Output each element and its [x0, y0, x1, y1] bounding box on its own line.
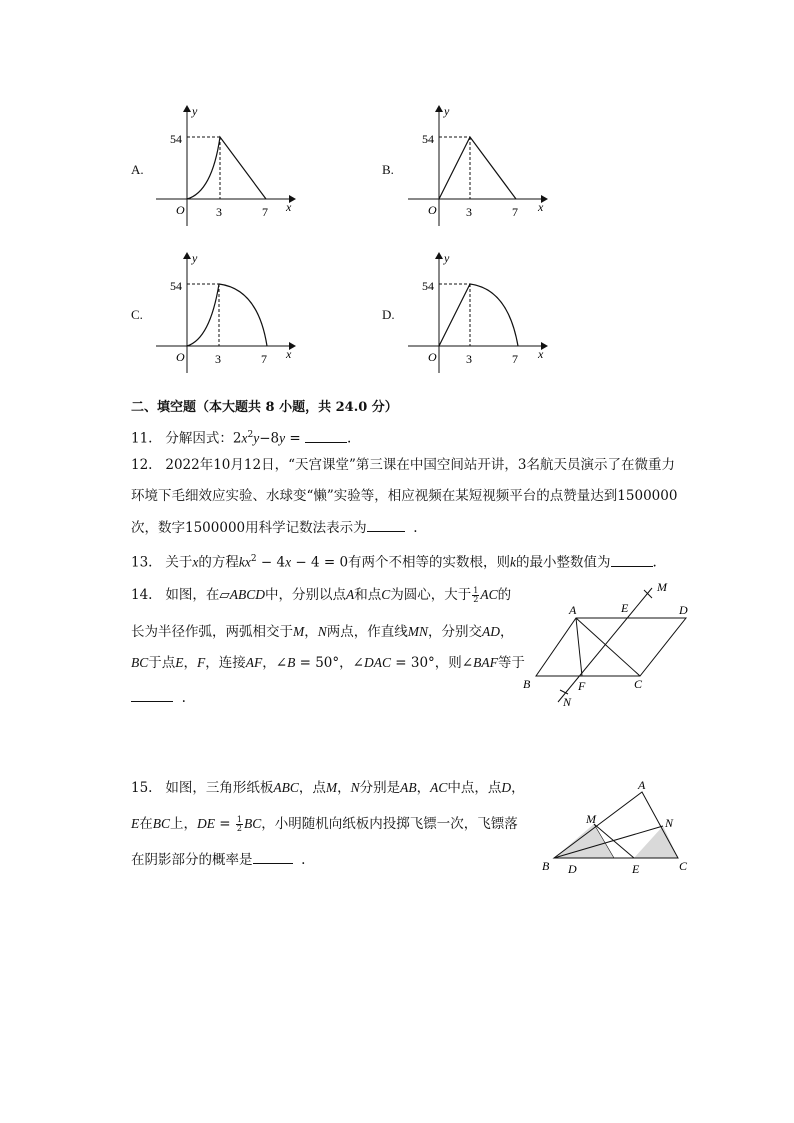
- var-y: y: [253, 430, 260, 446]
- y-tick-54: 54: [170, 132, 182, 146]
- section-title: 二、填空题（本大题共 8 小题，共 24.0 分）: [131, 400, 398, 415]
- question-15-line-1: [131, 778, 525, 798]
- option-a-graph: [150, 100, 300, 230]
- answer-blank[interactable]: [253, 851, 293, 864]
- q-text: =: [215, 816, 235, 832]
- x-axis-label: x: [286, 200, 292, 214]
- q-text: 为圆心，大于: [390, 587, 472, 603]
- q-end: .: [652, 554, 657, 571]
- q-text: 于点: [148, 655, 176, 671]
- q-text: 的最小整数值为: [516, 554, 611, 571]
- q-text: 分解因式：2: [165, 430, 242, 447]
- q-text: = 30°，则∠: [390, 655, 474, 671]
- question-12-line-1: [131, 455, 675, 475]
- question-12-line-3: [131, 518, 418, 538]
- question-11: [131, 425, 351, 449]
- question-12-line-2: 环境下毛细效应实验、水球变“懒”实验等，相应视频在某短视频平台的点赞量达到1500000: [131, 488, 678, 504]
- q-text: 如图，三角形纸板: [165, 780, 274, 796]
- q-text: ，连接: [205, 655, 246, 671]
- var-x: x: [241, 430, 248, 446]
- q-number: 14.: [131, 587, 153, 603]
- option-d-label: D.: [382, 307, 395, 322]
- y-tick-54: 54: [422, 132, 434, 146]
- curve: [187, 137, 266, 199]
- answer-blank[interactable]: [367, 519, 405, 532]
- q-end: .: [301, 852, 306, 868]
- q-text: 的方程: [198, 554, 239, 571]
- label-b: B: [523, 677, 531, 691]
- label-a: A: [638, 778, 646, 792]
- x-tick-3: 3: [466, 205, 472, 219]
- label-c: C: [634, 677, 643, 691]
- var-ad: AD: [482, 624, 501, 639]
- var-y: y: [279, 430, 286, 446]
- q-text: = 50°，∠: [295, 655, 364, 671]
- origin-label: O: [428, 203, 437, 217]
- q-text: 在: [139, 816, 153, 832]
- var-baf: BAF: [473, 655, 498, 670]
- q-text: ，点: [298, 780, 326, 796]
- var-kx: kx: [238, 554, 251, 570]
- q-end: .: [347, 430, 352, 447]
- label-c: C: [679, 859, 688, 873]
- fraction-half: [472, 587, 479, 604]
- question-15-line-2: [131, 814, 518, 834]
- var-x: x: [285, 554, 292, 570]
- label-n: N: [563, 695, 572, 709]
- var-bc: BC: [244, 816, 262, 831]
- x-tick-7: 7: [512, 352, 518, 366]
- var-x: x: [192, 554, 199, 570]
- q-text: ，: [511, 780, 525, 796]
- option-b-label: B.: [382, 162, 394, 177]
- q-text: ，∠: [262, 655, 288, 671]
- y-axis-label: y: [192, 251, 198, 265]
- q-text: 关于: [165, 554, 193, 571]
- label-a: A: [569, 603, 577, 617]
- q-text: ，: [183, 655, 198, 671]
- label-e: E: [632, 862, 640, 876]
- label-d: D: [679, 603, 688, 617]
- q-text: ，: [416, 780, 431, 796]
- answer-blank[interactable]: [131, 689, 173, 702]
- q-text: ，: [500, 624, 514, 640]
- question-13: [131, 549, 657, 573]
- var-f: F: [197, 655, 206, 670]
- label-m: M: [657, 580, 667, 594]
- label-m: M: [586, 812, 596, 826]
- q-text: 等于: [497, 655, 525, 671]
- var-dac: DAC: [363, 655, 391, 670]
- q-text: 有两个不相等的实数根，则: [348, 554, 511, 571]
- q-text: 在阴影部分的概率是: [131, 852, 253, 868]
- q-text: − 4 = 0: [291, 554, 349, 571]
- option-c-label: C.: [131, 307, 143, 322]
- q-end: .: [181, 690, 186, 706]
- var-e: E: [131, 816, 140, 831]
- curve: [439, 137, 516, 199]
- question-14-line-2: [131, 622, 514, 642]
- q-text: − 4: [256, 554, 286, 571]
- label-e: E: [621, 601, 629, 615]
- x-tick-3: 3: [466, 352, 472, 366]
- q-text: 两点，作直线: [326, 624, 408, 640]
- q-text: 分别是: [359, 780, 401, 796]
- var-ab: AB: [400, 780, 417, 795]
- x-tick-3: 3: [216, 205, 222, 219]
- q-number: 13.: [131, 554, 153, 571]
- q-text: 中，分别以点: [265, 587, 346, 603]
- origin-label: O: [176, 350, 185, 364]
- var-de: DE: [197, 816, 216, 831]
- answer-blank[interactable]: [305, 430, 347, 443]
- x-tick-7: 7: [261, 352, 267, 366]
- q-text: 次，数字1500000用科学记数法表示为: [131, 520, 367, 536]
- option-a-label: A.: [131, 162, 144, 177]
- fraction-den: 2: [236, 824, 243, 833]
- x-tick-7: 7: [512, 205, 518, 219]
- var-e: E: [175, 655, 184, 670]
- var-bc: BC: [131, 655, 149, 670]
- var-m: M: [325, 780, 338, 795]
- q-text: 中点，点: [447, 780, 502, 796]
- curve: [439, 284, 518, 346]
- var-n: N: [350, 780, 360, 795]
- x-axis-label: x: [286, 347, 292, 361]
- label-b: B: [542, 859, 550, 873]
- option-c-graph: [150, 247, 300, 377]
- x-tick-7: 7: [262, 205, 268, 219]
- answer-blank[interactable]: [611, 554, 653, 567]
- fraction-num: 1: [236, 815, 243, 824]
- var-a: A: [346, 587, 355, 602]
- var-abc: ABC: [273, 780, 299, 795]
- q-text: =: [285, 430, 305, 447]
- label-d: D: [568, 862, 577, 876]
- option-b-graph: [402, 100, 552, 230]
- question-15-line-3: [131, 850, 305, 870]
- exponent: 2: [250, 554, 257, 564]
- y-tick-54: 54: [422, 279, 434, 293]
- var-n: N: [317, 624, 327, 639]
- var-m: M: [293, 624, 305, 639]
- var-af: AF: [245, 655, 263, 670]
- fraction-den: 2: [473, 595, 479, 604]
- diagonal-ac: [576, 618, 640, 676]
- var-mn: MN: [407, 624, 429, 639]
- x-axis-label: x: [538, 347, 544, 361]
- label-n: N: [665, 816, 674, 830]
- q-number: 15.: [131, 780, 153, 796]
- var-k: k: [510, 554, 517, 570]
- var-abcd: ABCD: [229, 587, 265, 602]
- q-end: .: [413, 520, 418, 536]
- y-axis-label: y: [444, 104, 450, 118]
- var-d: D: [501, 780, 512, 795]
- q-text: 长为半径作弧，两弧相交于: [131, 624, 293, 640]
- q-text: 和点: [354, 587, 382, 603]
- q-text: 的: [497, 587, 512, 603]
- q-number: 11.: [131, 430, 153, 447]
- q15-figure: [536, 776, 696, 880]
- fraction-num: 1: [473, 586, 479, 595]
- y-axis-label: y: [444, 251, 450, 265]
- q-text: 如图，在▱: [165, 587, 230, 603]
- q-text: ，分别交: [428, 624, 483, 640]
- var-ac: AC: [430, 780, 448, 795]
- origin-label: O: [428, 350, 437, 364]
- shaded-triangle-left: [554, 824, 614, 858]
- option-d-graph: [402, 247, 552, 377]
- question-14-line-3: [131, 653, 525, 673]
- curve: [187, 284, 267, 346]
- var-bc: BC: [152, 816, 171, 831]
- y-tick-54: 54: [170, 279, 182, 293]
- segment-af: [576, 618, 582, 676]
- x-tick-3: 3: [215, 352, 221, 366]
- origin-label: O: [176, 203, 185, 217]
- var-ac: AC: [480, 587, 498, 602]
- exponent: 2: [247, 430, 254, 440]
- shaded-triangle-right: [634, 826, 678, 858]
- q-text: ，小明随机向纸板内投掷飞镖一次，飞镖落: [261, 816, 518, 832]
- q-number: 12.: [131, 457, 153, 473]
- question-14-line-1: [131, 585, 511, 605]
- q-text: 上，: [170, 816, 198, 832]
- var-c: C: [381, 587, 391, 602]
- q-text: 2022年10月12日，“天宫课堂”第三课在中国空间站开讲，3名航天员演示了在微重力: [165, 457, 675, 473]
- parallelogram-abcd: [536, 618, 686, 676]
- var-b: B: [287, 655, 296, 670]
- label-f: F: [578, 679, 586, 693]
- q14-figure: [520, 578, 700, 710]
- q-text: −8: [259, 430, 280, 447]
- y-axis-label: y: [192, 104, 198, 118]
- q-text: ，: [304, 624, 318, 640]
- question-14-line-4: [131, 688, 186, 708]
- fraction-half: [236, 816, 243, 833]
- x-axis-label: x: [538, 200, 544, 214]
- q-text: ，: [337, 780, 351, 796]
